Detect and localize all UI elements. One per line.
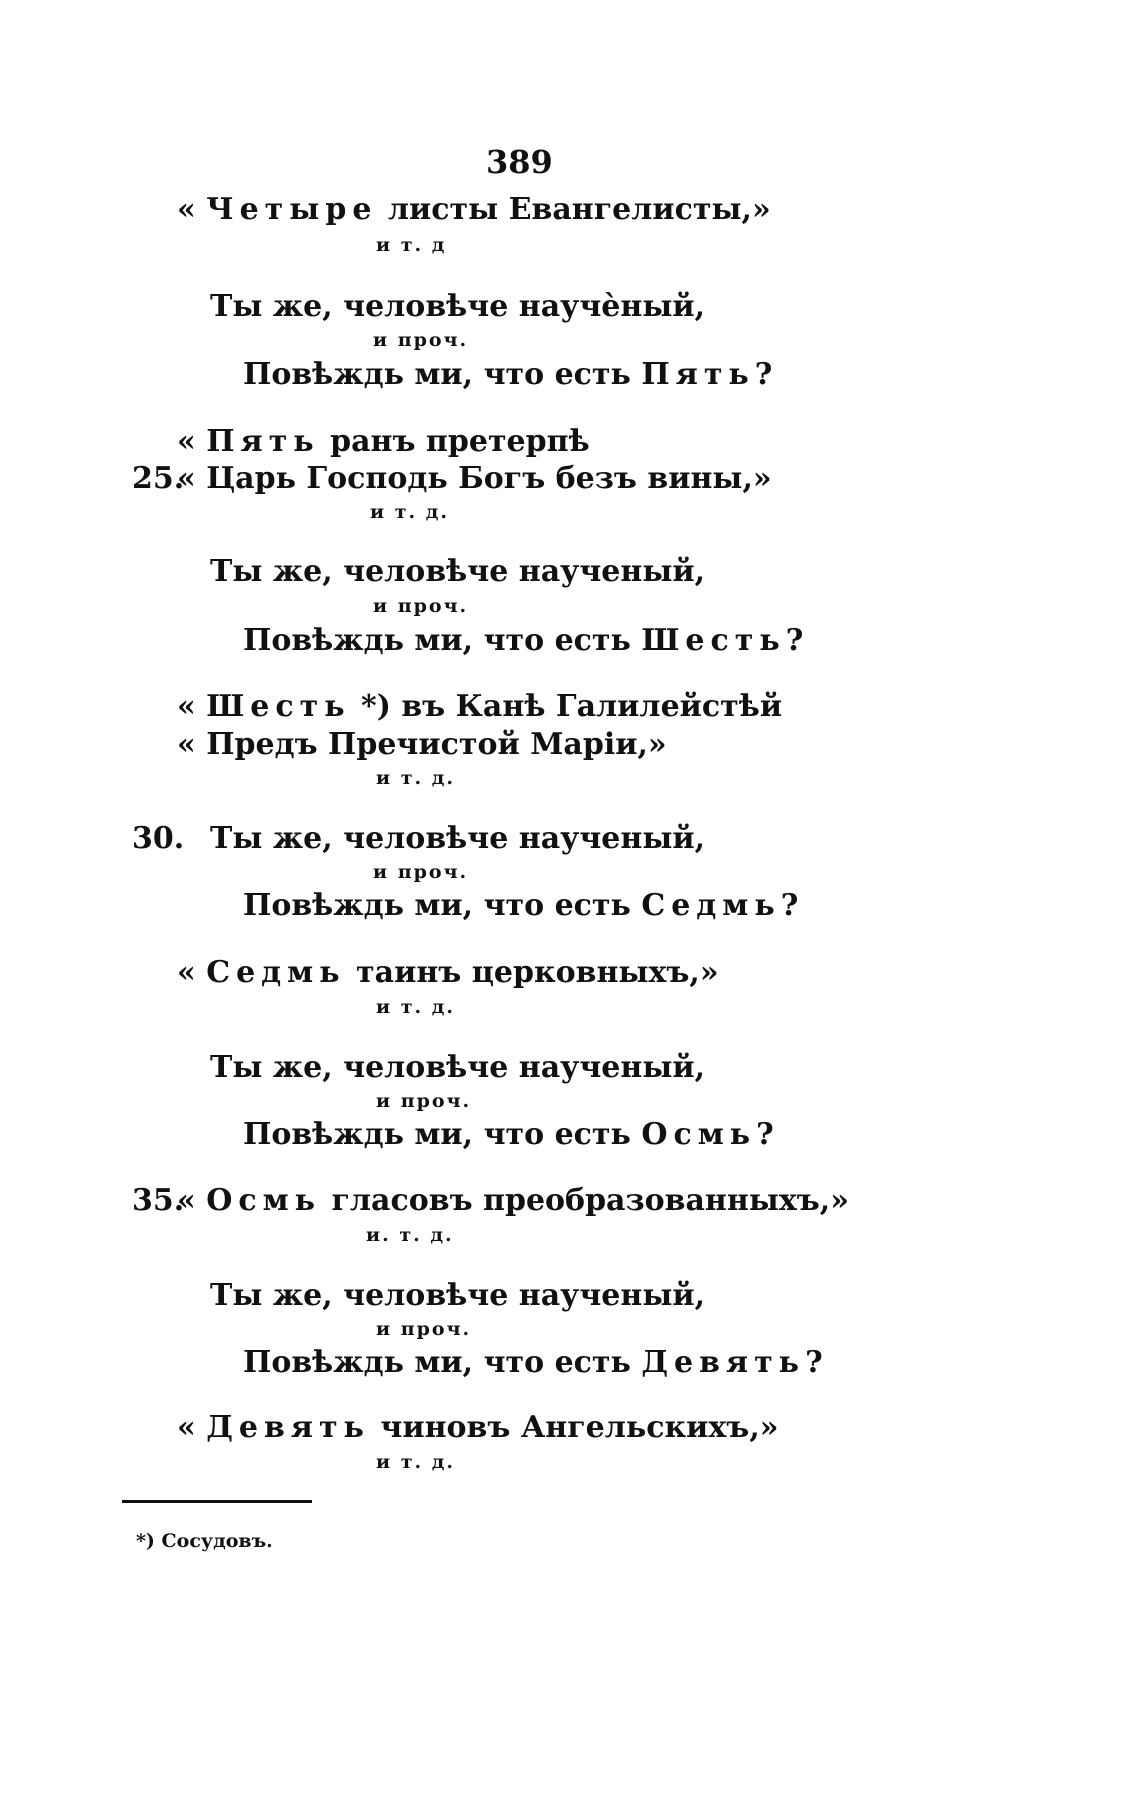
refrain-line: Ты же, человѣче наученый, [210, 554, 706, 589]
footnote-rule [122, 1500, 312, 1503]
question-line [243, 888, 799, 923]
verse-text: Повѣждь ми, что есть [243, 888, 642, 923]
line-number: 30. [132, 821, 185, 856]
verse-text: ? [785, 623, 804, 658]
footnote: *) Сосудовъ. [136, 1530, 273, 1552]
verse-line [177, 689, 783, 724]
line-number: 35. [132, 1183, 185, 1218]
verse-text: « [177, 1183, 207, 1218]
spaced-word: Пять [641, 357, 755, 392]
verse-text: ? [756, 1117, 774, 1152]
verse-line [177, 955, 719, 990]
refrain-line: Ты же, человѣче научѐный, [210, 289, 706, 324]
spaced-word: Осмь [206, 1183, 322, 1218]
verse-text: *) въ Канѣ Галилейстѣй [350, 689, 783, 724]
question-line [243, 1117, 774, 1152]
spaced-word: Седмь [641, 888, 781, 923]
abbreviation: и т. д. [376, 1451, 455, 1473]
verse-text: Повѣждь ми, что есть [243, 357, 642, 392]
spaced-word: Четыре [206, 192, 378, 227]
verse-text: Повѣждь ми, что есть [243, 1117, 642, 1152]
verse-text: чиновъ Ангельскихъ,» [369, 1410, 779, 1445]
verse-text: « [177, 689, 207, 724]
page-number: 389 [486, 143, 553, 181]
verse-text: « [177, 424, 207, 459]
abbreviation: и проч. [376, 1318, 472, 1340]
question-line [243, 357, 773, 392]
verse-line [177, 424, 590, 459]
abbreviation: и проч. [373, 595, 469, 617]
verse-text: листы Евангелисты,» [377, 192, 771, 227]
verse-line [177, 192, 771, 227]
refrain-line: Ты же, человѣче наученый, [210, 1278, 706, 1313]
spaced-word: Седмь [206, 955, 346, 990]
question-line [243, 1345, 823, 1380]
spaced-word: Девять [641, 1345, 806, 1380]
verse-text: таинъ церковныхъ,» [345, 955, 719, 990]
verse-text: гласовъ преобразованныхъ,» [321, 1183, 850, 1218]
abbreviation: и проч. [373, 329, 469, 351]
verse-text: Повѣждь ми, что есть [243, 1345, 642, 1380]
question-line [243, 623, 804, 658]
refrain-line: Ты же, человѣче наученый, [210, 821, 706, 856]
spaced-word: Шесть [641, 623, 786, 658]
abbreviation: и. т. д. [366, 1224, 454, 1246]
spaced-word: Пять [206, 424, 320, 459]
verse-text: « [177, 1410, 207, 1445]
verse-text: « [177, 192, 207, 227]
verse-line [177, 1410, 779, 1445]
verse-line: « Царь Господь Богъ безъ вины,» [177, 461, 772, 496]
verse-text: ? [754, 357, 773, 392]
spaced-word: Осмь [641, 1117, 757, 1152]
line-number: 25. [132, 461, 185, 496]
verse-text: « [177, 955, 207, 990]
spaced-word: Девять [206, 1410, 370, 1445]
spaced-word: Шесть [206, 689, 351, 724]
abbreviation: и проч. [373, 861, 469, 883]
abbreviation: и т. д. [376, 767, 455, 789]
abbreviation: и т. д. [370, 501, 449, 523]
verse-line: « Предъ Пречистой Маріи,» [177, 727, 667, 762]
abbreviation: и проч. [376, 1090, 472, 1112]
abbreviation: и т. д [376, 234, 447, 256]
verse-line [177, 1183, 850, 1218]
verse-text: ? [805, 1345, 823, 1380]
verse-text: ранъ претерпѣ [319, 424, 590, 459]
verse-text: Повѣждь ми, что есть [243, 623, 642, 658]
verse-text: ? [780, 888, 799, 923]
abbreviation: и т. д. [376, 996, 455, 1018]
refrain-line: Ты же, человѣче наученый, [210, 1050, 706, 1085]
